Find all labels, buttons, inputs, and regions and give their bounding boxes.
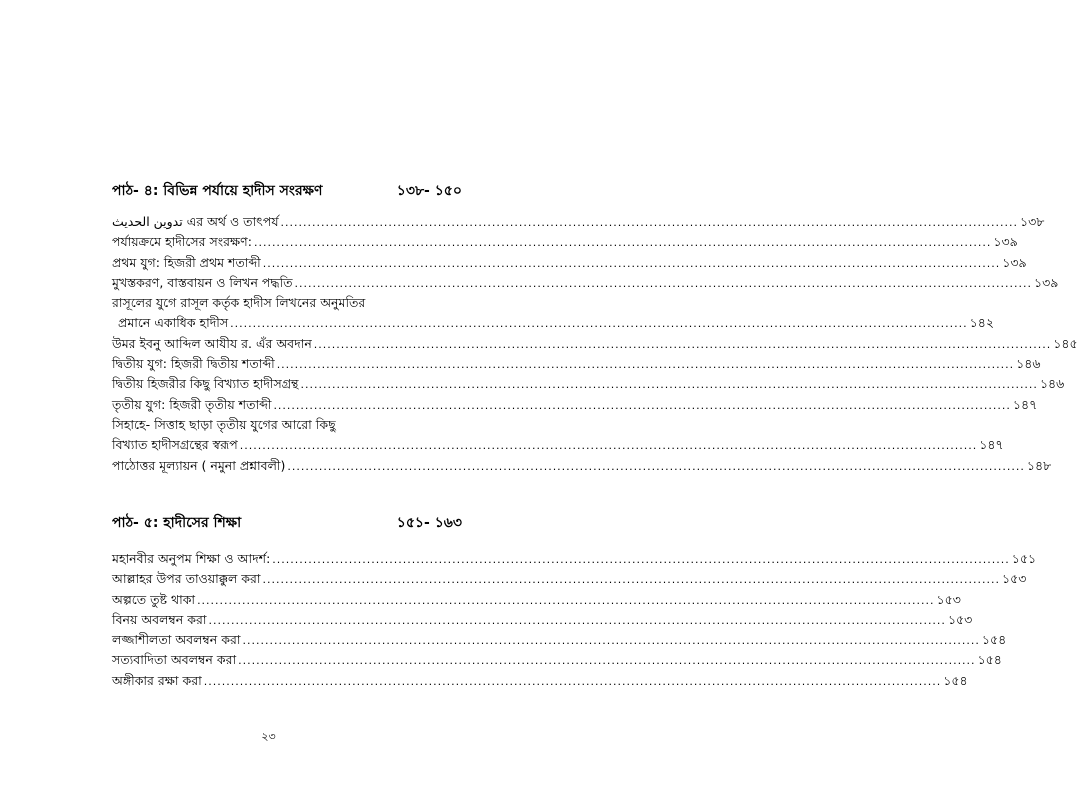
toc-entry-title-line1: সিহাহে- সিত্তাহ ছাড়া তৃতীয় যুগের আরো কিছু: [112, 416, 336, 432]
toc-entry: [112, 354, 1041, 374]
chapter-heading: [112, 179, 462, 203]
toc-entry: [112, 253, 1027, 273]
toc-entry-line1: [112, 293, 458, 313]
chapter-page-range: ১৩৮- ১৫০: [396, 183, 462, 199]
chapter-label: পাঠ- ৫:: [112, 515, 159, 531]
toc-entry-page: ১৩৯: [1002, 254, 1027, 270]
chapter-heading-text: [112, 179, 322, 203]
toc-entry: [112, 671, 968, 691]
dot-leader: [272, 550, 1009, 570]
chapter-heading-text: [112, 511, 241, 535]
toc-entry-page: ১৪৫: [1053, 335, 1078, 351]
toc-entry: [112, 456, 1052, 476]
toc-entry-page: ১৫৩: [947, 611, 973, 627]
toc-entry-title-wrapper: [112, 212, 279, 232]
toc-entry: [112, 549, 1037, 569]
toc-entry: [112, 569, 1027, 589]
dot-leader: [263, 254, 1000, 274]
toc-entry: [112, 630, 1007, 650]
toc-entry-title: সত্যবাদিতা অবলম্বন করা: [112, 652, 237, 668]
dot-leader: [230, 314, 967, 334]
dot-leader: [300, 375, 1037, 395]
toc-entry-title: লজ্জাশীলতা অবলম্বন করা: [112, 632, 241, 648]
toc-entry-title: প্রথম যুগ: হিজরী প্রথম শতাব্দী: [112, 254, 261, 270]
toc-entry-title: পাঠোত্তর মূল্যায়ন ( নমুনা প্রশ্নাবলী): [112, 457, 286, 473]
dot-leader: [240, 436, 977, 456]
toc-entry: [112, 374, 1065, 394]
toc-entry-title: বিনয় অবলম্বন করা: [112, 611, 207, 627]
toc-entry: [112, 650, 1002, 670]
page-number: ২৩: [261, 730, 276, 743]
toc-entry-title: তৃতীয় যুগ: হিজরী তৃতীয় শতাব্দী: [112, 396, 272, 412]
toc-entry-title: দ্বিতীয় হিজরীর কিছু বিখ্যাত হাদীসগ্রন্থ: [112, 376, 299, 392]
toc-entry-line1: [112, 415, 458, 435]
dot-leader: [263, 570, 1000, 590]
chapter-title: বিভিন্ন পর্যায়ে হাদীস সংরক্ষণ: [163, 183, 323, 199]
dot-leader: [242, 631, 979, 651]
toc-entry-page: ১৫৪: [943, 672, 968, 688]
chapter-page-range: ১৫১- ১৬৩: [396, 515, 462, 531]
toc-list: [112, 212, 1078, 476]
toc-entry-title: মহানবীর অনুপম শিক্ষা ও আদর্শ:: [112, 551, 271, 566]
toc-entry: [112, 590, 961, 610]
dot-leader: [314, 335, 1051, 355]
toc-entry: [112, 212, 1045, 232]
dot-leader: [277, 355, 1014, 375]
toc-entry-page: ১৫১: [1011, 551, 1037, 566]
toc-entry-title: আল্লাহর উপর তাওয়াক্কুল করা: [112, 571, 261, 587]
toc-entry-page: ১৫৪: [977, 652, 1002, 668]
toc-entry-title: অঙ্গীকার রক্ষা করা: [112, 672, 202, 688]
toc-entry-page: ১৪৮: [1026, 457, 1052, 473]
toc-entry-title: এর অর্থ ও তাৎপর্য: [186, 214, 279, 229]
toc-entry-title-line1: রাসূলের যুগে রাসূল কর্তৃক হাদীস লিখনের অনুমতির: [112, 295, 366, 311]
toc-entry-title: বিখ্যাত হাদীসগ্রন্থের স্বরূপ: [112, 437, 238, 453]
toc-entry-page: ১৪২: [969, 315, 994, 331]
toc-list: [112, 549, 1037, 691]
dot-leader: [238, 651, 975, 671]
chapter-heading: [112, 511, 462, 535]
toc-entry-page: ১৪৬: [1016, 356, 1041, 372]
toc-entry-title: উমর ইবনু আব্দিল আযীয র. এঁর অবদান: [112, 335, 312, 351]
toc-entry: [112, 273, 1059, 293]
toc-entry-title: দ্বিতীয় যুগ: হিজরী দ্বিতীয় শতাব্দী: [112, 356, 275, 372]
toc-entry-page: ১৩৯: [993, 234, 1018, 250]
dot-leader: [287, 457, 1024, 477]
dot-leader: [204, 672, 941, 692]
dot-leader: [295, 274, 1032, 294]
chapter-label: পাঠ- ৪:: [112, 183, 159, 199]
toc-entry: [112, 313, 994, 333]
toc-entry-page: ১৪৬: [1039, 376, 1065, 392]
toc-entry: [112, 334, 1078, 354]
dot-leader: [197, 591, 934, 611]
arabic-term: تدوين الحديث: [112, 214, 183, 229]
toc-entry-title: প্রমানে একাধিক হাদীস: [118, 315, 229, 331]
dot-leader: [208, 611, 945, 631]
toc-entry-page: ১৫৪: [981, 632, 1007, 648]
dot-leader: [273, 396, 1010, 416]
toc-entry: [112, 395, 1038, 415]
chapter-title: হাদীসের শিক্ষা: [163, 515, 242, 531]
toc-entry: [112, 435, 1004, 455]
toc-entry-page: ১৩৯: [1033, 274, 1059, 290]
toc-entry-page: ১৪৭: [1012, 396, 1038, 412]
toc-entry-title: অল্পতে তুষ্ট থাকা: [112, 591, 196, 607]
toc-entry-page: ১৫৩: [1001, 571, 1027, 587]
toc-entry-page: ১৪৭: [979, 437, 1004, 453]
toc-entry-page: ১৩৮: [1019, 214, 1045, 229]
toc-entry-page: ১৫৩: [936, 591, 961, 607]
toc-entry-title: পর্যায়ক্রমে হাদীসের সংরক্ষণ:: [112, 234, 252, 250]
toc-entry-title: মুখস্তকরণ, বাস্তবায়ন ও লিখন পদ্ধতি: [112, 274, 293, 290]
dot-leader: [254, 233, 991, 253]
toc-entry: [112, 610, 973, 630]
toc-entry: [112, 232, 1018, 252]
dot-leader: [281, 213, 1018, 233]
